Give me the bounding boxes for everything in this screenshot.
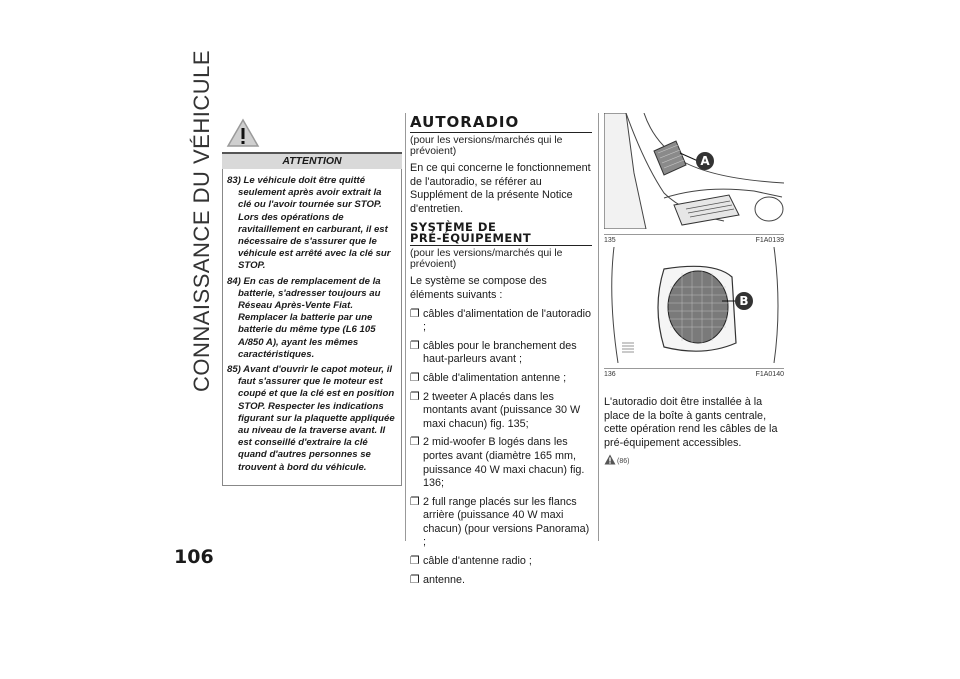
list-item: [410, 308, 592, 335]
column-divider: [405, 113, 406, 541]
content-column: [410, 113, 592, 592]
system-intro: Le système se compose des éléments suivants :: [410, 275, 547, 301]
tweeter-illustration: [604, 113, 784, 229]
list-item-text: 2 tweeter A placés dans les montants avant (puissance 30 W maxi chacun) fig. 135;: [423, 390, 581, 430]
warning-triangle-icon: [226, 118, 260, 148]
mid-woofer-illustration: [604, 247, 784, 363]
list-item-text: câble d'alimentation antenne ;: [423, 371, 567, 384]
figure-code: F1A0139: [755, 237, 784, 244]
checkbox-bullet-icon: ❐: [410, 436, 420, 449]
section-side-title-text: CONNAISSANCE DU VÉHICULE: [189, 49, 215, 393]
checkbox-bullet-icon: ❐: [410, 339, 420, 352]
list-item: [410, 340, 592, 367]
list-item: [410, 391, 592, 432]
warning-heading: ATTENTION: [222, 152, 402, 169]
list-item-text: câbles pour le branchement des haut-parleurs avant ;: [423, 339, 577, 366]
list-item-text: câble d'antenne radio ;: [423, 555, 532, 568]
checkbox-bullet-icon: ❐: [410, 371, 420, 384]
list-item-text: 2 full range placés sur les flancs arrière (puissance 40 W maxi chacun) (pour versions Panorama) ;: [423, 495, 590, 549]
checkbox-bullet-icon: ❐: [410, 495, 420, 508]
list-item: [410, 372, 592, 386]
list-item: [410, 496, 592, 550]
warning-small-icon: [604, 454, 616, 465]
figure-caption: [604, 368, 784, 378]
system-heading: [410, 222, 592, 246]
note-reference: [604, 454, 784, 465]
list-item: [410, 574, 592, 588]
figure-caption: [604, 234, 784, 244]
figure-number: 135: [604, 237, 616, 244]
system-heading-line: SYSTÈME DE: [410, 220, 497, 235]
checkbox-bullet-icon: ❐: [410, 555, 420, 568]
list-item: [410, 436, 592, 490]
autoradio-subtitle: (pour les versions/marchés qui le prévoient): [410, 135, 563, 157]
autoradio-heading: AUTORADIO: [410, 113, 592, 133]
warning-item: 84) En cas de remplacement de la batterie, s'adresser toujours au Réseau Après-Vente Fiat. Remplacer la batterie par une batterie du même type (L6 105 A/850 A), ayant les mêmes caractéristiques.: [227, 275, 381, 360]
installation-paragraph: L'autoradio doit être installée à la place de la boîte à gants centrale, cette opération rend les câbles de la pré-équipement accessibles.: [604, 396, 778, 449]
system-heading-line: PRÉ-ÉQUIPEMENT: [410, 231, 532, 246]
warning-column: [222, 118, 402, 486]
figure-code: F1A0140: [755, 371, 784, 378]
page-number: 106: [174, 546, 214, 568]
warning-item: 83) Le véhicule doit être quitté seulement après avoir extrait la clé ou l'avoir tournée sur STOP. Lors des opérations de ravitaillement en carburant, il est nécessaire de s'assurer que le véhicule est arrêté avec la clé sur STOP.: [227, 175, 391, 272]
autoradio-paragraph: En ce qui concerne le fonctionnement de l'autoradio, se référer au Supplément de la présente Notice d'entretien.: [410, 162, 591, 215]
system-subtitle: (pour les versions/marchés qui le prévoient): [410, 248, 563, 271]
list-item-text: câbles d'alimentation de l'autoradio ;: [423, 307, 591, 334]
figure-135: [604, 113, 784, 244]
list-item: [410, 555, 592, 569]
warning-box: [222, 169, 402, 486]
figure-136: [604, 247, 784, 378]
figure-label-b: B: [739, 294, 749, 308]
list-item-text: 2 mid-woofer B logés dans les portes avant (diamètre 165 mm, puissance 40 W maxi chacun) fig. 136;: [423, 436, 585, 490]
column-divider: [598, 113, 599, 541]
figure-label-a: A: [700, 154, 710, 168]
section-side-title: [182, 49, 222, 393]
list-item-text: antenne.: [423, 573, 466, 586]
checkbox-bullet-icon: ❐: [410, 307, 420, 320]
figure-number: 136: [604, 371, 616, 378]
figures-column: [604, 113, 784, 465]
checkbox-bullet-icon: ❐: [410, 390, 420, 403]
warning-item: 85) Avant d'ouvrir le capot moteur, il faut s'assurer que le moteur est coupé et que la clé est en position STOP. Respecter les indications figurant sur la plaquette appliquée au niveau de la traverse avant. Il est conseillé d'extraire la clé quand d'autres personnes se trouvent à bord du véhicule.: [227, 364, 395, 473]
note-number: (86): [617, 457, 630, 465]
checkbox-bullet-icon: ❐: [410, 573, 420, 586]
